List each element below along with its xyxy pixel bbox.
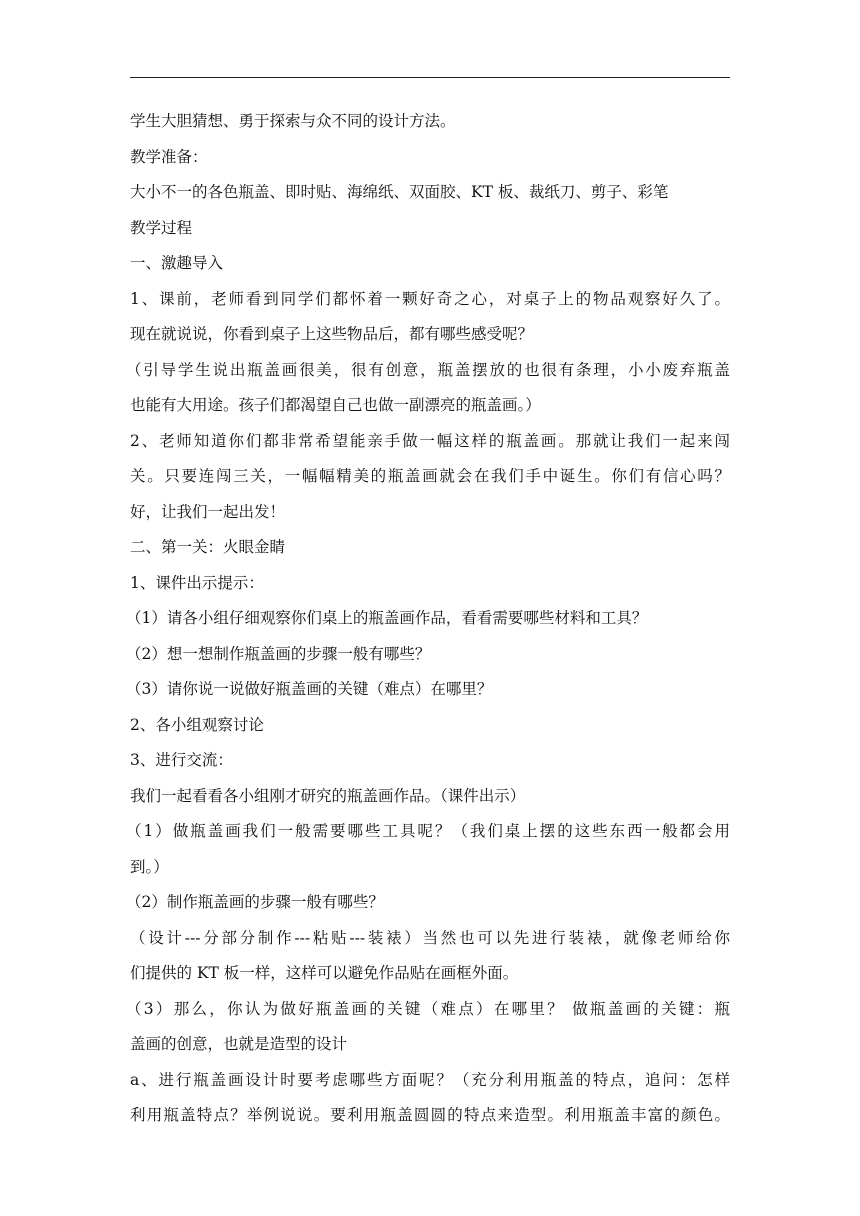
text-line: 利用瓶盖特点？举例说说。要利用瓶盖圆圆的特点来造型。利用瓶盖丰富的颜色。 (130, 1106, 730, 1124)
text-line: a、进行瓶盖画设计时要考虑哪些方面呢？（充分利用瓶盖的特点，追问：怎样 (130, 1070, 730, 1089)
text-line: 1、课前，老师看到同学们都怀着一颗好奇之心，对桌子上的物品观察好久了。 (130, 289, 730, 308)
text-line: （3）那么，你认为做好瓶盖画的关键（难点）在哪里？ 做瓶盖画的关键：瓶 (126, 999, 730, 1018)
text-line: 到。） (130, 857, 169, 876)
text-line: 关。只要连闯三关，一幅幅精美的瓶盖画就会在我们手中诞生。你们有信心吗？ (130, 467, 730, 485)
text-line: （3）请你说一说做好瓶盖画的关键（难点）在哪里？ (126, 680, 493, 698)
text-line: 1、课件出示提示： (130, 573, 264, 592)
text-line: （2）制作瓶盖画的步骤一般有哪些？ (126, 893, 384, 911)
text-line: 教学准备： (130, 147, 208, 166)
text-line: 教学过程 (130, 218, 193, 237)
text-line: 好，让我们一起出发！ (130, 502, 286, 521)
text-line: （1）请各小组仔细观察你们桌上的瓶盖画作品，看看需要哪些材料和工具？ (126, 609, 648, 627)
text-line: （设计---分部分制作---粘贴---装裱）当然也可以先进行装裱，就像老师给你 (130, 928, 730, 947)
text-line: （1）做瓶盖画我们一般需要哪些工具呢？（我们桌上摆的这些东西一般都会用 (126, 822, 730, 840)
text-line: 二、第一关：火眼金睛 (130, 538, 286, 556)
header-rule (130, 77, 730, 78)
text-line: 们提供的 KT 板一样，这样可以避免作品贴在画框外面。 (130, 964, 519, 982)
text-line: （2）想一想制作瓶盖画的步骤一般有哪些？ (126, 644, 431, 663)
text-line: 盖画的创意，也就是造型的设计 (130, 1035, 348, 1053)
text-line: 现在就说说，你看到桌子上这些物品后，都有哪些感受呢？ (130, 325, 534, 343)
document-body (126, 104, 730, 1134)
text-line: 大小不一的各色瓶盖、即时贴、海绵纸、双面胶、KT 板、裁纸刀、剪子、彩笔 (130, 183, 669, 201)
text-line: 3、进行交流： (130, 751, 233, 769)
text-line: 一、激趣导入 (130, 254, 224, 272)
text-line: 2、各小组观察讨论 (130, 715, 264, 734)
text-line: 2、老师知道你们都非常希望能亲手做一幅这样的瓶盖画。那就让我们一起来闯 (130, 431, 730, 450)
text-line: 我们一起看看各小组刚才研究的瓶盖画作品。（课件出示） (130, 786, 526, 805)
text-line: 也能有大用途。孩子们都渴望自己也做一副漂亮的瓶盖画。） (130, 396, 541, 414)
text-line: 学生大胆猜想、勇于探索与众不同的设计方法。 (130, 112, 456, 130)
text-line: （引导学生说出瓶盖画很美，很有创意，瓶盖摆放的也很有条理，小小废弃瓶盖 (126, 360, 730, 379)
